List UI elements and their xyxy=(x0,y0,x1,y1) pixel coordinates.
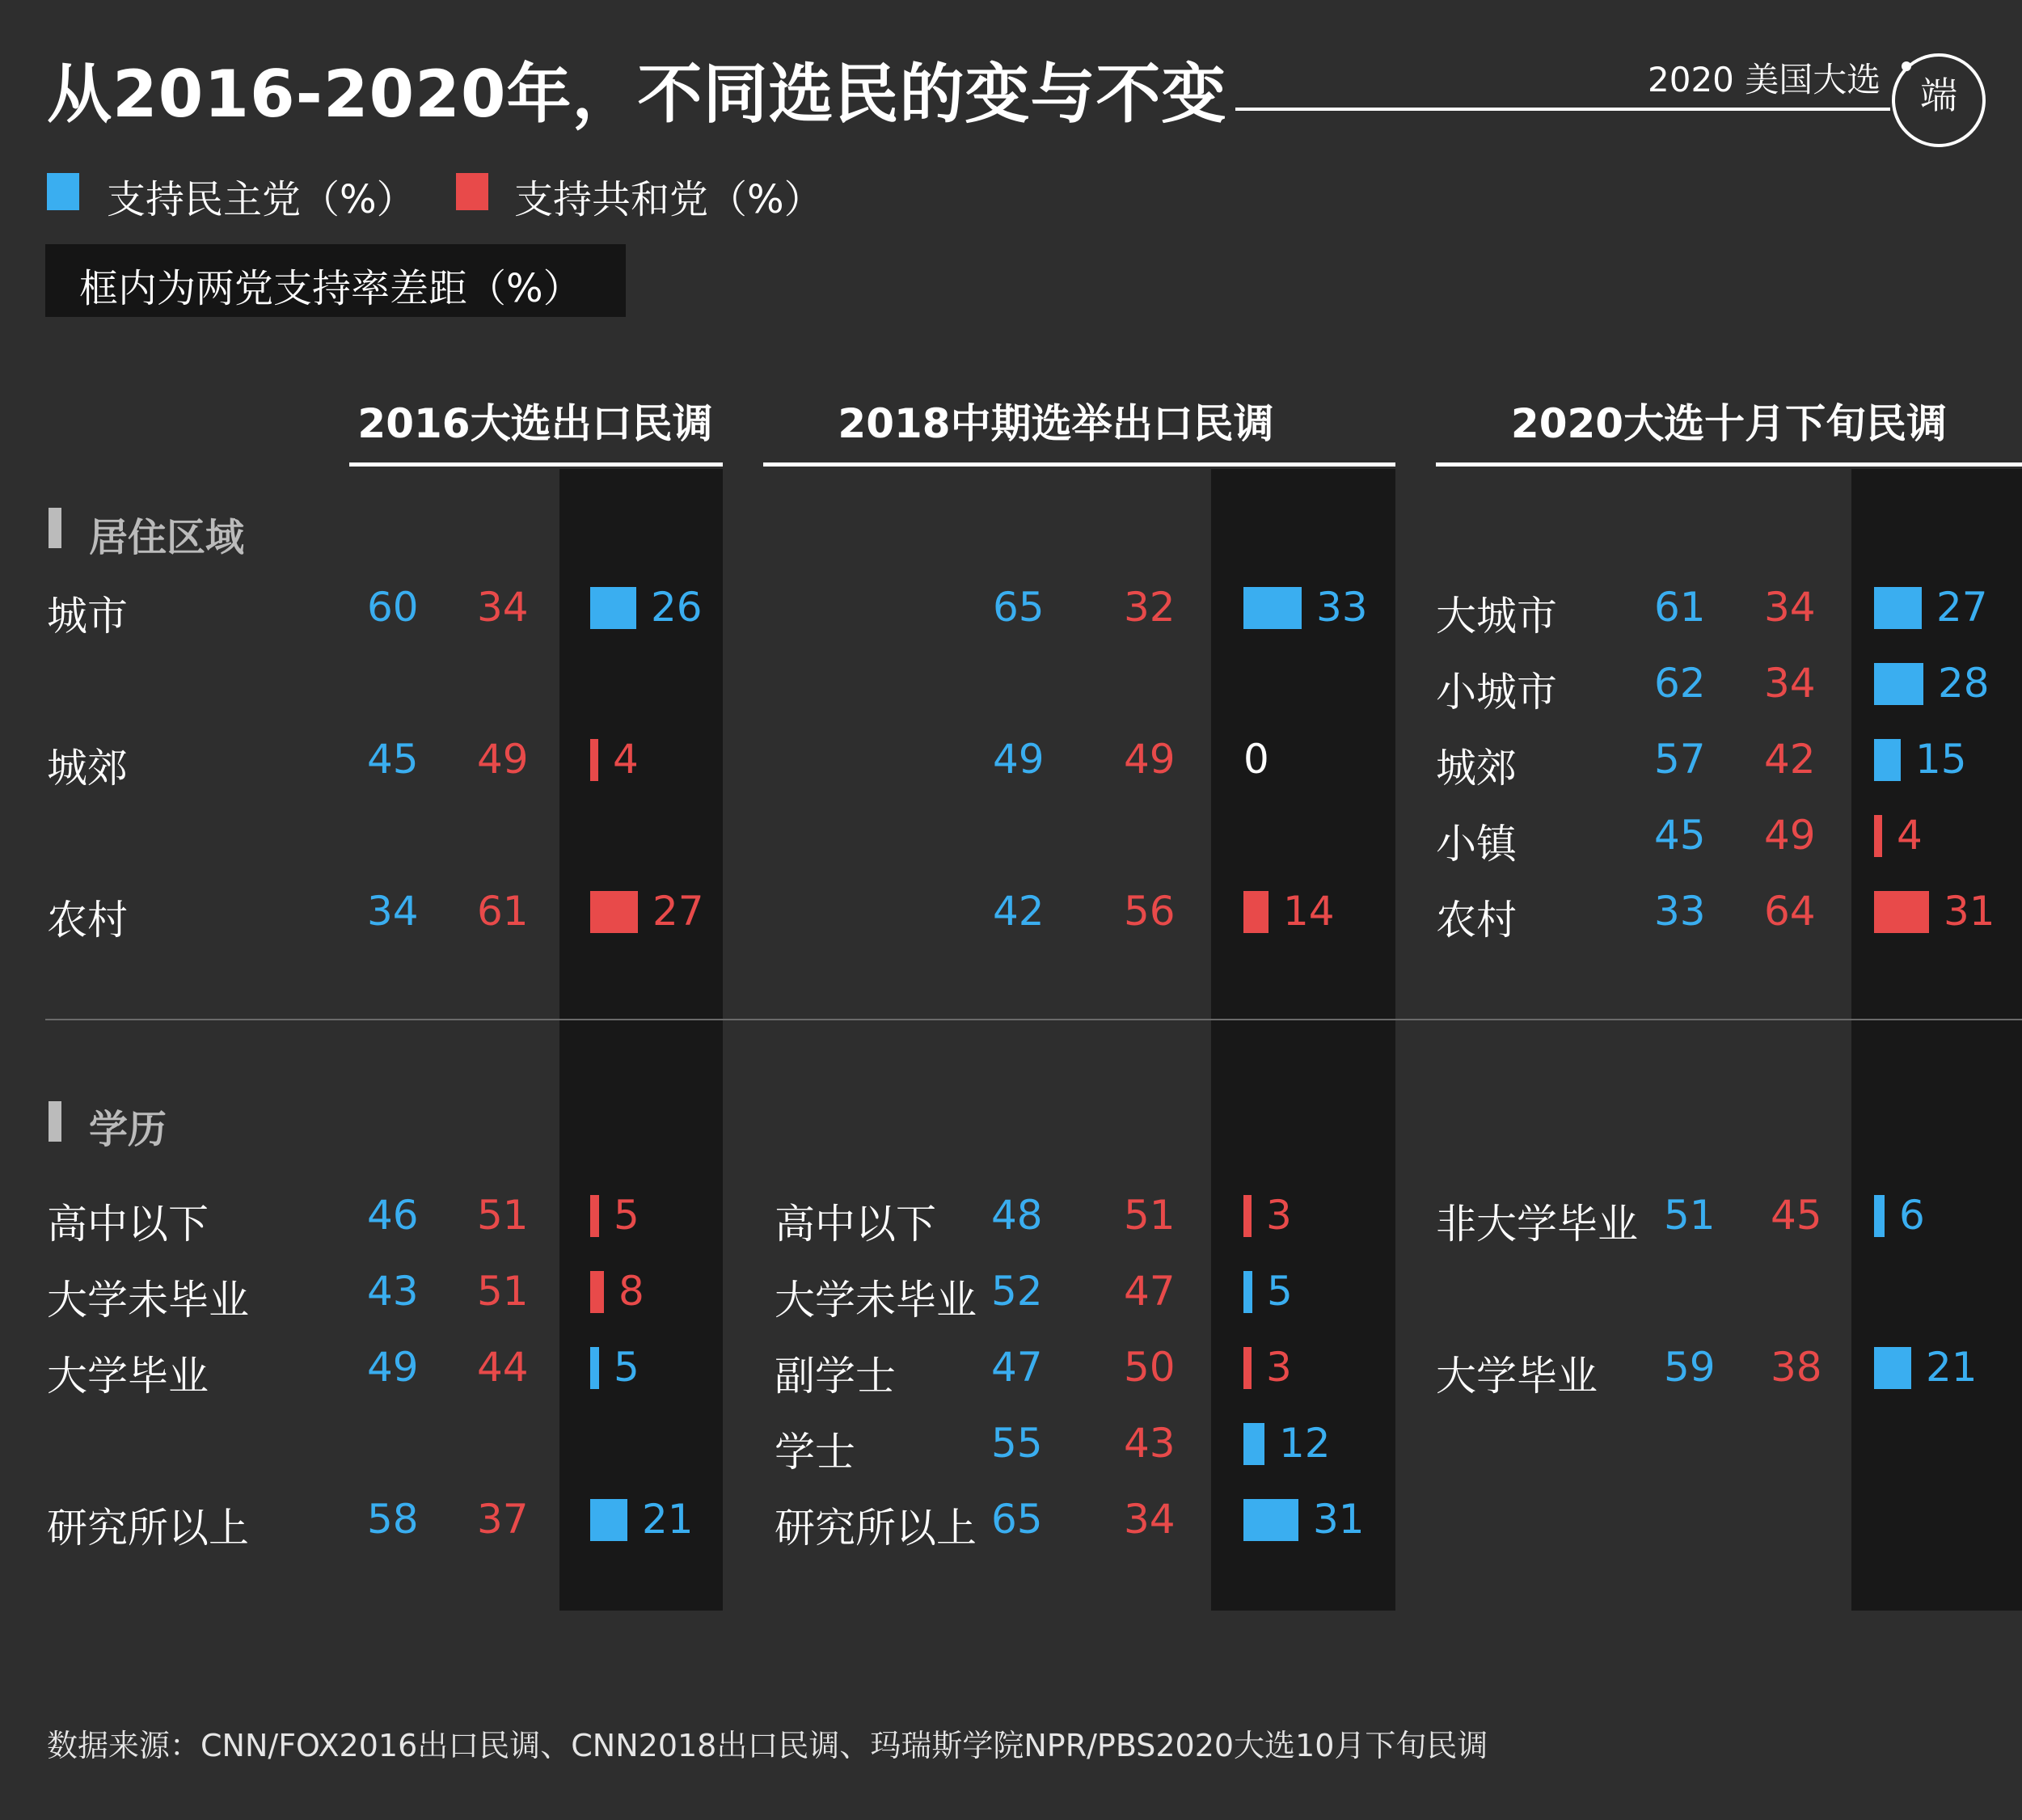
gap-bar xyxy=(1874,587,1922,629)
row-label: 学士 xyxy=(775,1429,855,1476)
gap-bar xyxy=(1874,891,1929,933)
gap-bar xyxy=(590,1195,599,1237)
row-label: 大城市 xyxy=(1436,593,1557,640)
gap-bar xyxy=(590,1347,599,1389)
row-label: 研究所以上 xyxy=(775,1505,977,1552)
rep-value: 49 xyxy=(1764,812,1816,859)
gap-value: 14 xyxy=(1283,888,1335,935)
row-label: 城郊 xyxy=(47,745,128,792)
gap-value: 21 xyxy=(642,1496,694,1543)
gap-bar xyxy=(590,587,636,629)
row-label: 城郊 xyxy=(1436,745,1517,792)
row-label: 非大学毕业 xyxy=(1436,1201,1638,1248)
row-label: 大学未毕业 xyxy=(775,1277,977,1324)
gap-value: 27 xyxy=(1936,584,1988,631)
legend-rep-swatch xyxy=(456,173,488,210)
rep-value: 45 xyxy=(1771,1192,1822,1239)
dem-value: 62 xyxy=(1654,660,1706,707)
gap-column-2020 xyxy=(1851,469,2022,1611)
gap-value: 5 xyxy=(614,1192,640,1239)
gap-bar xyxy=(1243,1195,1252,1237)
row-label: 副学士 xyxy=(775,1353,896,1400)
rep-value: 61 xyxy=(477,888,529,935)
gap-column-2016 xyxy=(559,469,723,1611)
dem-value: 59 xyxy=(1664,1344,1716,1391)
gap-value: 12 xyxy=(1279,1420,1331,1467)
rep-value: 49 xyxy=(1124,736,1176,783)
rep-value: 49 xyxy=(477,736,529,783)
rep-value: 37 xyxy=(477,1496,529,1543)
panel-title-2020: 2020大选十月下旬民调 xyxy=(1510,400,1948,447)
gap-value: 4 xyxy=(613,736,639,783)
gap-bar xyxy=(1874,663,1923,705)
dem-value: 55 xyxy=(991,1420,1043,1467)
row-label: 城市 xyxy=(47,593,128,640)
rep-value: 51 xyxy=(1124,1192,1176,1239)
gap-value: 31 xyxy=(1313,1496,1365,1543)
rep-value: 50 xyxy=(1124,1344,1176,1391)
title-rule xyxy=(1235,108,1890,111)
legend-note: 框内为两党支持率差距（%） xyxy=(79,266,582,311)
section-title-education: 学历 xyxy=(89,1107,167,1152)
rep-value: 44 xyxy=(477,1344,529,1391)
section-title-residence: 居住区域 xyxy=(89,515,245,560)
gap-value: 26 xyxy=(651,584,703,631)
gap-value: 15 xyxy=(1915,736,1967,783)
rep-value: 34 xyxy=(1124,1496,1176,1543)
panel-title-2016: 2016大选出口民调 xyxy=(357,400,713,447)
logo-glyph: 端 xyxy=(1920,74,1957,117)
rep-value: 34 xyxy=(1764,660,1816,707)
dem-value: 46 xyxy=(367,1192,419,1239)
section-marker-education xyxy=(49,1101,61,1142)
row-label: 高中以下 xyxy=(775,1201,936,1248)
rep-value: 56 xyxy=(1124,888,1176,935)
gap-bar xyxy=(1243,1271,1252,1313)
legend-rep-label: 支持共和党（%） xyxy=(514,177,823,222)
dem-value: 45 xyxy=(1654,812,1706,859)
series-tag: 2020 美国大选 xyxy=(1648,60,1881,99)
dem-value: 49 xyxy=(367,1344,419,1391)
dem-value: 47 xyxy=(991,1344,1043,1391)
dem-value: 61 xyxy=(1654,584,1706,631)
gap-value: 3 xyxy=(1266,1344,1292,1391)
dem-value: 60 xyxy=(367,584,419,631)
dem-value: 45 xyxy=(367,736,419,783)
dem-value: 42 xyxy=(993,888,1045,935)
dem-value: 65 xyxy=(993,584,1045,631)
panel-rule-2016 xyxy=(349,462,723,467)
rep-value: 42 xyxy=(1764,736,1816,783)
gap-bar xyxy=(1874,739,1901,781)
gap-bar xyxy=(1243,587,1302,629)
panel-rule-2018 xyxy=(763,462,1395,467)
panel-rule-2020 xyxy=(1436,462,2022,467)
gap-bar xyxy=(590,1499,627,1541)
rep-value: 64 xyxy=(1764,888,1816,935)
dem-value: 49 xyxy=(993,736,1045,783)
dem-value: 65 xyxy=(991,1496,1043,1543)
dem-value: 57 xyxy=(1654,736,1706,783)
dem-value: 33 xyxy=(1654,888,1706,935)
gap-value: 5 xyxy=(1267,1268,1293,1315)
gap-value: 0 xyxy=(1243,736,1269,783)
dem-value: 34 xyxy=(367,888,419,935)
rep-value: 51 xyxy=(477,1268,529,1315)
source-note: 数据来源：CNN/FOX2016出口民调、CNN2018出口民调、玛瑞斯学院NPR/PBS2020大选10月下旬民调 xyxy=(47,1728,1488,1763)
rep-value: 43 xyxy=(1124,1420,1176,1467)
rep-value: 34 xyxy=(1764,584,1816,631)
gap-value: 27 xyxy=(652,888,704,935)
panel-title-2018: 2018中期选举出口民调 xyxy=(838,400,1274,447)
gap-bar xyxy=(590,1271,604,1313)
dem-value: 58 xyxy=(367,1496,419,1543)
legend-dem-swatch xyxy=(47,173,79,210)
row-label: 研究所以上 xyxy=(47,1505,249,1552)
row-label: 高中以下 xyxy=(47,1201,209,1248)
row-label: 大学未毕业 xyxy=(47,1277,249,1324)
dem-value: 51 xyxy=(1664,1192,1716,1239)
section-divider xyxy=(45,1019,2022,1020)
gap-value: 28 xyxy=(1938,660,1990,707)
gap-bar xyxy=(590,891,638,933)
gap-value: 6 xyxy=(1899,1192,1925,1239)
row-label: 农村 xyxy=(1436,897,1517,944)
section-marker-residence xyxy=(49,508,61,548)
rep-value: 51 xyxy=(477,1192,529,1239)
logo-dot xyxy=(1902,61,1911,71)
legend-dem-label: 支持民主党（%） xyxy=(107,177,416,222)
gap-value: 21 xyxy=(1926,1344,1978,1391)
gap-value: 4 xyxy=(1897,812,1923,859)
gap-bar xyxy=(1874,1195,1885,1237)
gap-bar xyxy=(1243,1499,1298,1541)
rep-value: 32 xyxy=(1124,584,1176,631)
gap-value: 8 xyxy=(618,1268,644,1315)
row-label: 小城市 xyxy=(1436,669,1557,716)
dem-value: 43 xyxy=(367,1268,419,1315)
gap-bar xyxy=(1874,815,1882,857)
gap-value: 31 xyxy=(1944,888,1995,935)
gap-value: 3 xyxy=(1266,1192,1292,1239)
rep-value: 34 xyxy=(477,584,529,631)
row-label: 小镇 xyxy=(1436,821,1517,868)
gap-bar xyxy=(1243,1423,1264,1465)
dem-value: 48 xyxy=(991,1192,1043,1239)
dem-value: 52 xyxy=(991,1268,1043,1315)
gap-value: 5 xyxy=(614,1344,640,1391)
gap-bar xyxy=(1874,1347,1911,1389)
row-label: 大学毕业 xyxy=(1436,1353,1598,1400)
row-label: 农村 xyxy=(47,897,128,944)
rep-value: 47 xyxy=(1124,1268,1176,1315)
row-label: 大学毕业 xyxy=(47,1353,209,1400)
gap-bar xyxy=(590,739,598,781)
gap-bar xyxy=(1243,1347,1252,1389)
chart-title: 从2016-2020年，不同选民的变与不变 xyxy=(47,57,1227,132)
gap-bar xyxy=(1243,891,1268,933)
gap-value: 33 xyxy=(1316,584,1368,631)
rep-value: 38 xyxy=(1771,1344,1822,1391)
